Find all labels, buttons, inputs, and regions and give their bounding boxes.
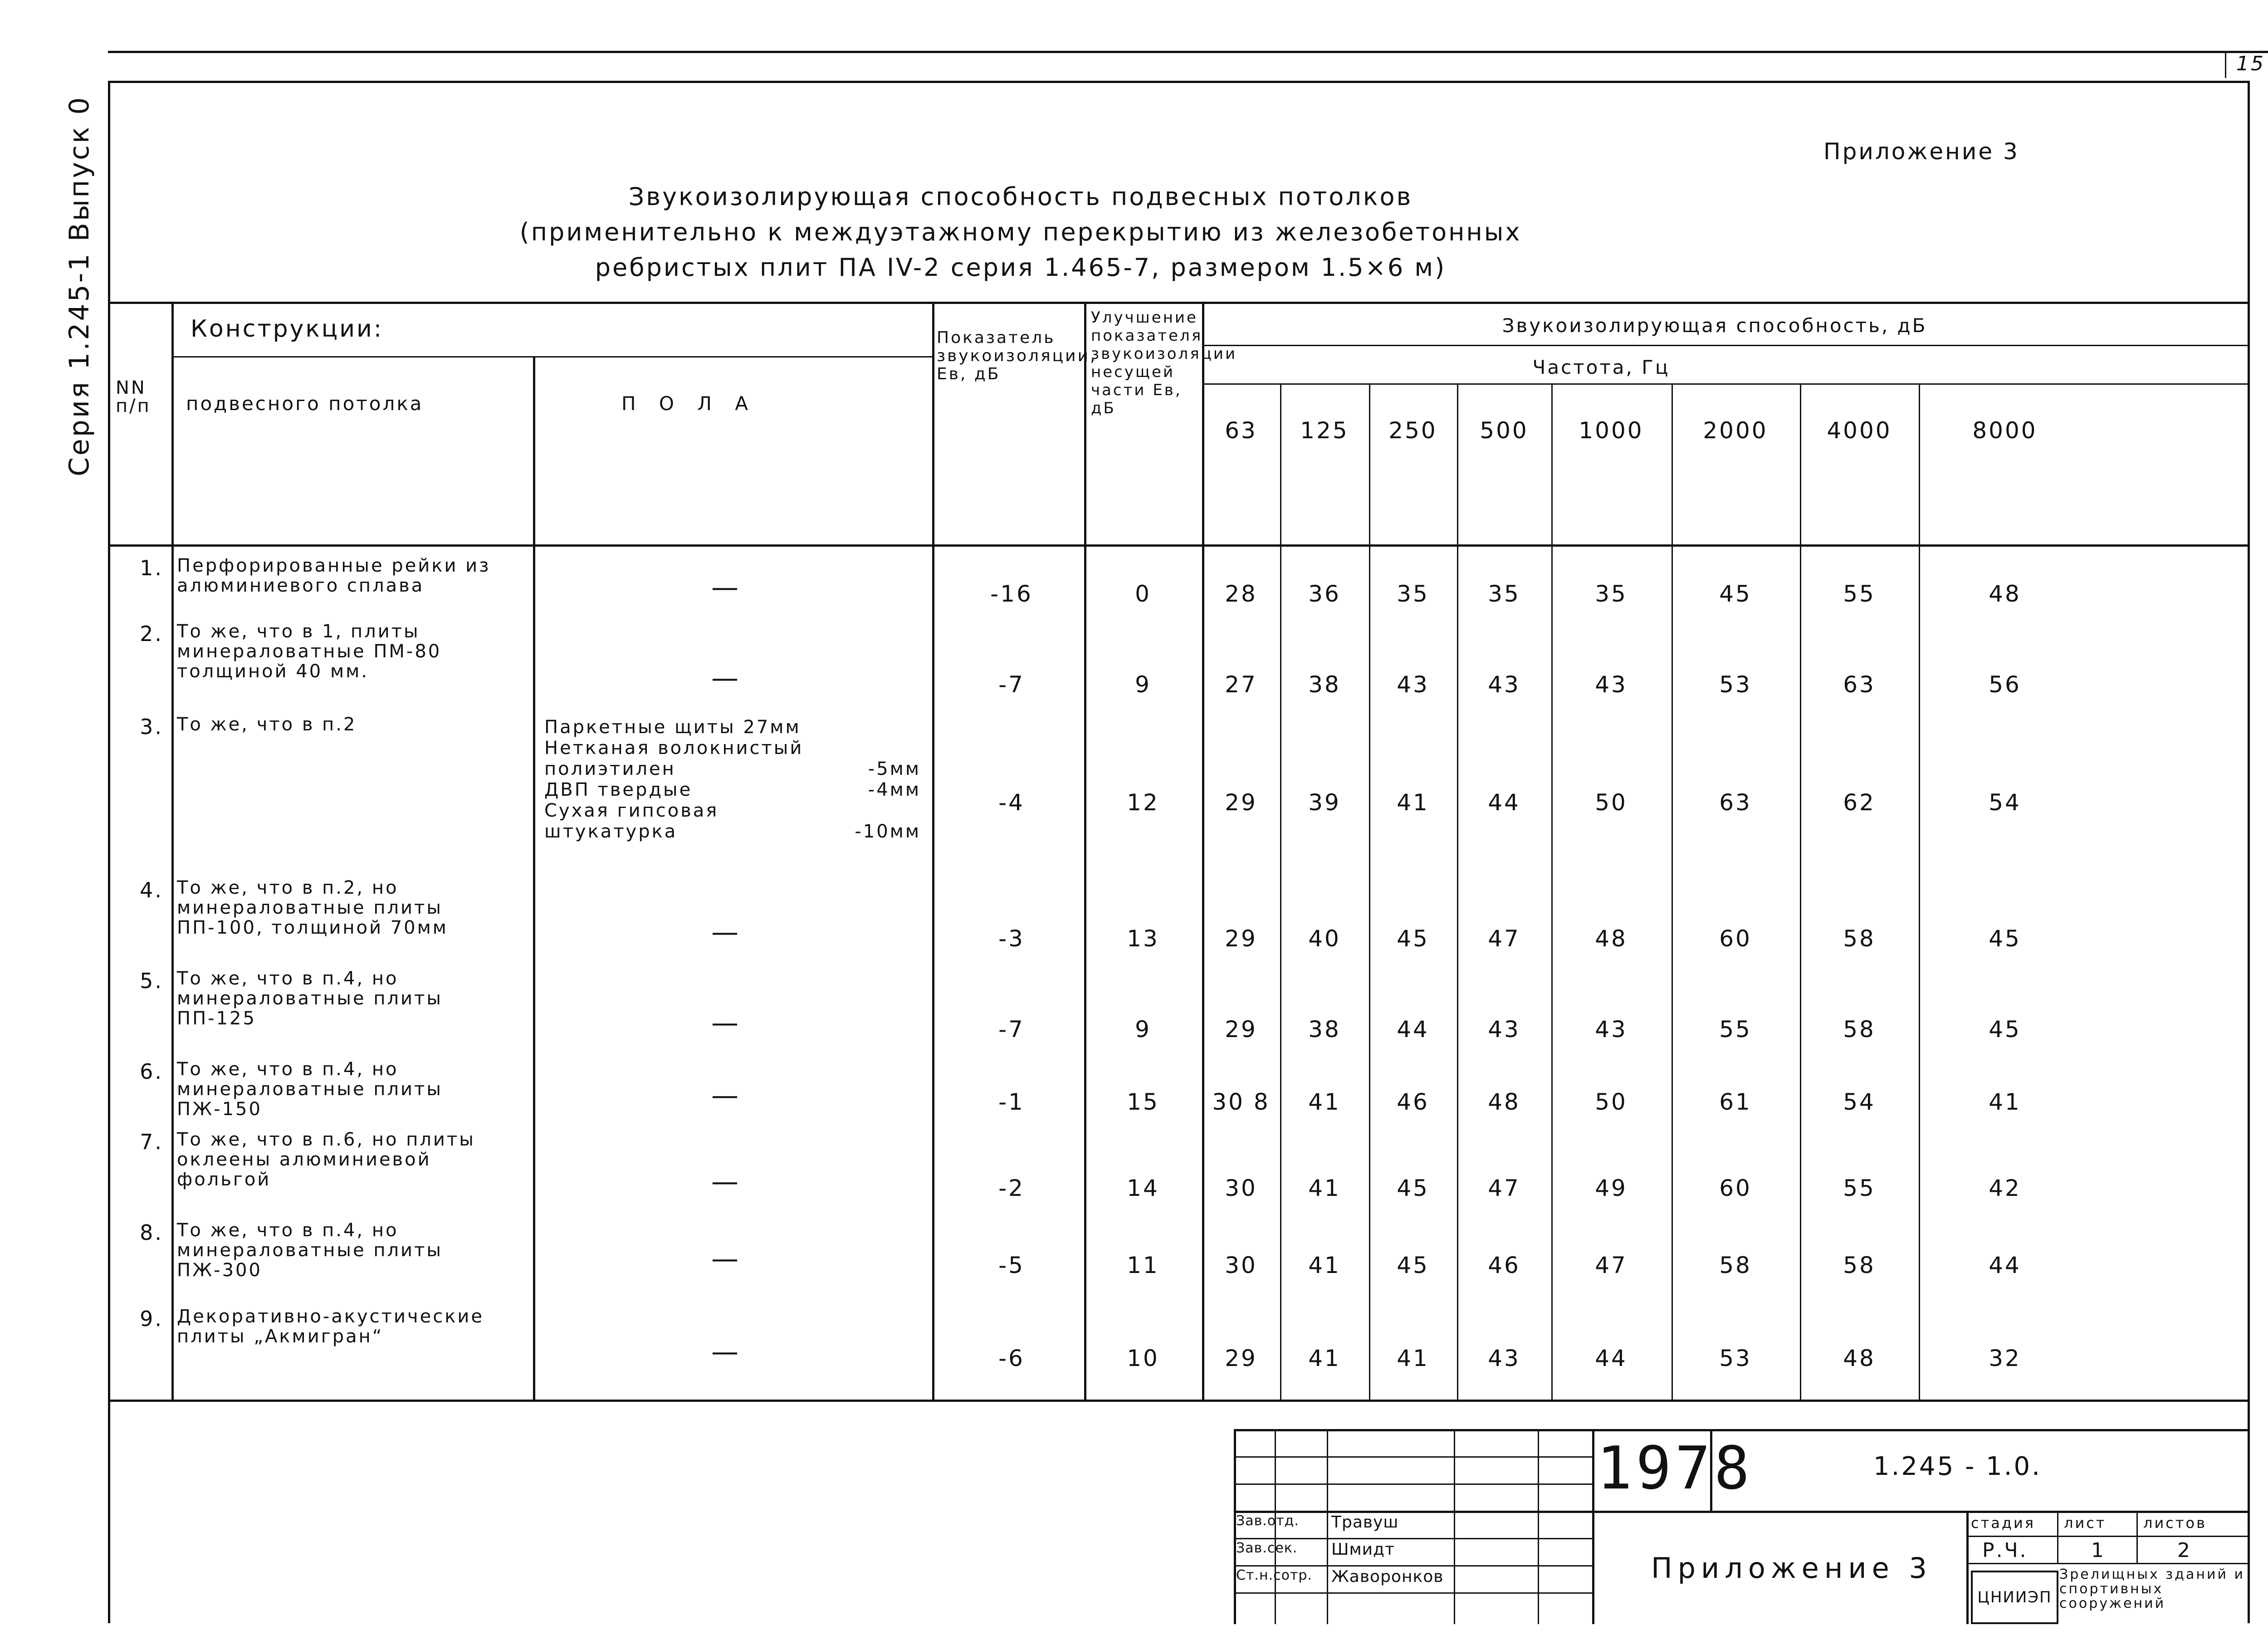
insulation-value-4000: 62	[1843, 789, 1876, 816]
insulation-value-1000: 47	[1595, 1252, 1628, 1278]
floor-dash: —	[711, 1080, 740, 1111]
stamp-col-4	[1538, 1429, 1539, 1624]
insulation-value-8000: 42	[1989, 1175, 2021, 1201]
col-line-f250	[1369, 383, 1370, 1400]
insulation-sub-line	[1204, 345, 2248, 346]
stamp-sheets-label: листов	[2143, 1514, 2207, 1532]
col-line-nn	[171, 302, 174, 1400]
stamp-stage-label: стадия	[1971, 1514, 2036, 1532]
insulation-value-125: 41	[1308, 1089, 1341, 1115]
col-line-f1000	[1551, 383, 1553, 1400]
row-number: 9.	[140, 1307, 163, 1331]
floor-line	[544, 800, 921, 821]
insulation-value-125: 36	[1308, 581, 1341, 607]
col-line-ceiling	[533, 356, 535, 1400]
stamp-stage-line	[1966, 1536, 2248, 1537]
stamp-stage-col-2	[2136, 1511, 2138, 1563]
floor-dash: —	[711, 916, 740, 948]
insulation-value-2000: 55	[1719, 1016, 1752, 1043]
row-number: 5.	[140, 969, 163, 993]
header-index: Показатель звукоизоляции, Ев, дБ	[937, 328, 1097, 383]
index-ev: -2	[998, 1175, 1025, 1201]
improvement-value: 15	[1127, 1089, 1159, 1115]
insulation-value-4000: 48	[1843, 1345, 1876, 1371]
insulation-value-250: 45	[1397, 1252, 1429, 1278]
header-floor: П О Л А	[621, 392, 750, 415]
insulation-value-125: 41	[1308, 1175, 1341, 1201]
insulation-value-2000: 45	[1719, 581, 1752, 607]
header-nn: NN п/п	[116, 377, 151, 416]
stamp-role: Ст.н.сотр.	[1236, 1567, 1313, 1583]
insulation-value-63: 28	[1225, 581, 1257, 607]
insulation-value-125: 38	[1308, 1016, 1341, 1043]
insulation-value-63: 30 8	[1212, 1089, 1270, 1115]
improvement-value: 0	[1135, 581, 1151, 607]
floor-dash: —	[711, 1007, 740, 1039]
floor-line-text: полиэтилен	[544, 759, 676, 779]
insulation-value-63: 29	[1225, 1016, 1257, 1043]
insulation-value-2000: 63	[1719, 789, 1752, 816]
header-sub-line	[172, 356, 934, 357]
insulation-value-125: 39	[1308, 789, 1341, 816]
insulation-value-2000: 58	[1719, 1252, 1752, 1278]
stamp-col-3	[1454, 1429, 1455, 1624]
stamp-col-7	[1966, 1511, 1969, 1624]
freq-header-500: 500	[1480, 417, 1529, 444]
stamp-sheet-label: лист	[2064, 1514, 2107, 1532]
insulation-value-1000: 43	[1595, 671, 1628, 698]
ceiling-description: Перфорированные рейки из алюминиевого сплава	[177, 555, 491, 596]
header-insulation: Звукоизолирующая способность, дБ	[1502, 314, 1927, 337]
insulation-value-1000: 50	[1595, 1089, 1628, 1115]
stamp-top	[1234, 1429, 2248, 1431]
floor-dash: —	[711, 1243, 740, 1275]
stamp-stage: Р.Ч.	[1982, 1539, 2028, 1562]
freq-header-8000: 8000	[1972, 417, 2038, 444]
stamp-code: 1.245 - 1.0.	[1873, 1452, 2042, 1481]
series-side-label: Серия 1.245-1 Выпуск 0	[64, 95, 95, 476]
insulation-value-250: 35	[1397, 581, 1429, 607]
freq-header-125: 125	[1300, 417, 1349, 444]
stamp-org: Зрелищных зданий и спортивных сооружений	[2059, 1567, 2245, 1611]
floor-dash: —	[711, 572, 740, 603]
insulation-value-500: 35	[1488, 581, 1520, 607]
table-bottom	[108, 1400, 2249, 1402]
floor-line	[544, 779, 921, 800]
frame-right	[2248, 81, 2250, 1623]
insulation-value-1000: 48	[1595, 925, 1628, 952]
insulation-value-500: 44	[1488, 789, 1520, 816]
insulation-value-63: 29	[1225, 789, 1257, 816]
insulation-value-500: 43	[1488, 1345, 1520, 1371]
index-ev: -4	[998, 789, 1025, 816]
row-number: 7.	[140, 1130, 163, 1154]
insulation-value-125: 40	[1308, 925, 1341, 952]
insulation-value-8000: 44	[1989, 1252, 2021, 1278]
frame-left	[108, 81, 110, 1623]
col-line-f125	[1280, 383, 1281, 1400]
improvement-value: 9	[1135, 671, 1151, 698]
col-line-f4000	[1800, 383, 1801, 1400]
row-number: 1.	[140, 556, 163, 580]
stamp-sheets: 2	[2177, 1539, 2192, 1562]
document-title	[408, 179, 1633, 285]
insulation-value-500: 47	[1488, 1175, 1520, 1201]
insulation-value-4000: 63	[1843, 671, 1876, 698]
ceiling-description: То же, что в п.2	[177, 714, 357, 735]
improvement-value: 11	[1127, 1252, 1159, 1278]
floor-line-text: ДВП твердые	[544, 779, 693, 800]
improvement-value: 9	[1135, 1016, 1151, 1043]
freq-header-1000: 1000	[1579, 417, 1644, 444]
insulation-value-1000: 44	[1595, 1345, 1628, 1371]
stamp-year: 1978	[1597, 1434, 1754, 1503]
col-line-f500	[1457, 383, 1458, 1400]
floor-dash: —	[711, 662, 740, 694]
title-line-2: (применительно к междуэтажному перекрытию из железобетонных	[519, 218, 1522, 246]
floor-line	[544, 821, 921, 842]
insulation-value-1000: 35	[1595, 581, 1628, 607]
floor-line	[544, 717, 921, 738]
floor-line	[544, 738, 921, 759]
insulation-value-125: 38	[1308, 671, 1341, 698]
insulation-value-4000: 55	[1843, 1175, 1876, 1201]
improvement-value: 12	[1127, 789, 1159, 816]
ceiling-description: То же, что в 1, плиты минераловатные ПМ-80 толщиной 40 мм.	[177, 621, 442, 682]
col-line-index	[1084, 302, 1086, 1400]
col-line-f8000	[1919, 383, 1920, 1400]
insulation-value-4000: 54	[1843, 1089, 1876, 1115]
title-line-3: ребристых плит ПА IV-2 серия 1.465-7, размером 1.5×6 м)	[595, 253, 1447, 282]
page-number-tick	[2225, 51, 2226, 78]
insulation-value-500: 43	[1488, 671, 1520, 698]
floor-line-text: штукатурка	[544, 821, 678, 842]
insulation-value-2000: 53	[1719, 671, 1752, 698]
index-ev: -3	[998, 925, 1025, 952]
ceiling-description: То же, что в п.4, но минераловатные плиты ПЖ-150	[177, 1059, 443, 1120]
insulation-value-250: 41	[1397, 789, 1429, 816]
index-ev: -16	[990, 581, 1033, 607]
row-number: 6.	[140, 1059, 163, 1084]
stamp-role: Зав.сек.	[1236, 1540, 1298, 1556]
floor-line-text: Сухая гипсовая	[544, 800, 719, 821]
header-constructions: Конструкции:	[191, 315, 384, 343]
insulation-value-8000: 45	[1989, 1016, 2021, 1043]
ceiling-description: То же, что в п.2, но минераловатные плиты ПП-100, толщиной 70мм	[177, 877, 448, 938]
insulation-value-8000: 41	[1989, 1089, 2021, 1115]
insulation-value-4000: 58	[1843, 1252, 1876, 1278]
frame-top	[108, 81, 2249, 83]
col-line-improvement	[1202, 302, 1204, 1400]
insulation-value-500: 48	[1488, 1089, 1520, 1115]
improvement-value: 14	[1127, 1175, 1159, 1201]
org-logo-text: ЦНИИЭП	[1977, 1588, 2052, 1606]
index-ev: -7	[998, 1016, 1025, 1043]
insulation-value-63: 30	[1225, 1252, 1257, 1278]
insulation-value-2000: 61	[1719, 1089, 1752, 1115]
insulation-value-500: 43	[1488, 1016, 1520, 1043]
index-ev: -7	[998, 671, 1025, 698]
title-line-1: Звукоизолирующая способность подвесных потолков	[628, 182, 1413, 211]
header-frequency: Частота, Гц	[1532, 356, 1670, 378]
org-logo	[1971, 1571, 2058, 1624]
insulation-value-250: 46	[1397, 1089, 1429, 1115]
floor-line-text: Нетканая волокнистый	[544, 738, 804, 759]
header-ceiling: подвесного потолка	[186, 392, 424, 415]
page-number: 15	[2236, 52, 2265, 75]
insulation-value-125: 41	[1308, 1252, 1341, 1278]
index-ev: -5	[998, 1252, 1025, 1278]
insulation-value-250: 43	[1397, 671, 1429, 698]
freq-sub-line	[1204, 383, 2248, 385]
insulation-value-250: 41	[1397, 1345, 1429, 1371]
insulation-value-8000: 56	[1989, 671, 2021, 698]
insulation-value-4000: 58	[1843, 925, 1876, 952]
row-number: 3.	[140, 715, 163, 739]
stamp-name: Травуш	[1331, 1513, 1399, 1532]
stamp-col-5	[1592, 1429, 1594, 1624]
appendix-label: Приложение 3	[1823, 138, 2019, 165]
insulation-value-8000: 48	[1989, 581, 2021, 607]
improvement-value: 10	[1127, 1345, 1159, 1371]
insulation-value-2000: 60	[1719, 925, 1752, 952]
floor-line-value: -5мм	[868, 759, 921, 779]
header-bottom	[108, 544, 2249, 547]
insulation-value-63: 30	[1225, 1175, 1257, 1201]
freq-header-4000: 4000	[1827, 417, 1892, 444]
col-line-f2000	[1672, 383, 1673, 1400]
insulation-value-2000: 53	[1719, 1345, 1752, 1371]
insulation-value-4000: 55	[1843, 581, 1876, 607]
stamp-col-2	[1327, 1429, 1328, 1624]
row-number: 4.	[140, 878, 163, 902]
insulation-value-8000: 54	[1989, 789, 2021, 816]
insulation-value-63: 27	[1225, 671, 1257, 698]
header-improvement: Улучшение показателя звукоизоляции несущей части Ев, дБ	[1091, 308, 1237, 417]
insulation-value-63: 29	[1225, 925, 1257, 952]
insulation-value-4000: 58	[1843, 1016, 1876, 1043]
insulation-value-1000: 43	[1595, 1016, 1628, 1043]
insulation-value-250: 44	[1397, 1016, 1429, 1043]
floor-line	[544, 759, 921, 779]
ceiling-description: Декоративно-акустические плиты „Акмигран“	[177, 1306, 484, 1347]
floor-description-row-3	[544, 717, 921, 842]
insulation-value-8000: 45	[1989, 925, 2021, 952]
stamp-stage-line-2	[1966, 1563, 2248, 1564]
index-ev: -6	[998, 1345, 1025, 1371]
stamp-role: Зав.отд.	[1236, 1513, 1299, 1529]
freq-header-63: 63	[1225, 417, 1257, 444]
col-line-floor	[932, 302, 934, 1400]
insulation-value-250: 45	[1397, 1175, 1429, 1201]
stamp-stage-col-1	[2057, 1511, 2058, 1563]
floor-dash: —	[711, 1166, 740, 1198]
insulation-value-250: 45	[1397, 925, 1429, 952]
freq-header-250: 250	[1388, 417, 1437, 444]
stamp-name: Шмидт	[1331, 1540, 1395, 1559]
stamp-name: Жаворонков	[1331, 1567, 1444, 1586]
insulation-value-63: 29	[1225, 1345, 1257, 1371]
top-rule	[108, 51, 2268, 53]
insulation-value-1000: 50	[1595, 789, 1628, 816]
insulation-value-125: 41	[1308, 1345, 1341, 1371]
index-ev: -1	[998, 1089, 1025, 1115]
improvement-value: 13	[1127, 925, 1159, 952]
insulation-value-1000: 49	[1595, 1175, 1628, 1201]
ceiling-description: То же, что в п.6, но плиты оклеены алюминиевой фольгой	[177, 1129, 475, 1190]
row-number: 2.	[140, 622, 163, 646]
floor-dash: —	[711, 1336, 740, 1368]
insulation-value-2000: 60	[1719, 1175, 1752, 1201]
floor-line-text: Паркетные щиты 27мм	[544, 717, 801, 738]
table-top	[108, 302, 2249, 304]
floor-line-value: -10мм	[855, 821, 921, 842]
ceiling-description: То же, что в п.4, но минераловатные плиты ПП-125	[177, 968, 443, 1029]
stamp-doc-title: Приложение 3	[1651, 1552, 1932, 1585]
floor-line-value: -4мм	[868, 779, 921, 800]
stamp-sheet: 1	[2091, 1539, 2106, 1562]
insulation-value-500: 46	[1488, 1252, 1520, 1278]
freq-header-2000: 2000	[1703, 417, 1768, 444]
ceiling-description: То же, что в п.4, но минераловатные плиты ПЖ-300	[177, 1220, 443, 1281]
row-number: 8.	[140, 1220, 163, 1245]
insulation-value-500: 47	[1488, 925, 1520, 952]
insulation-value-8000: 32	[1989, 1345, 2021, 1371]
